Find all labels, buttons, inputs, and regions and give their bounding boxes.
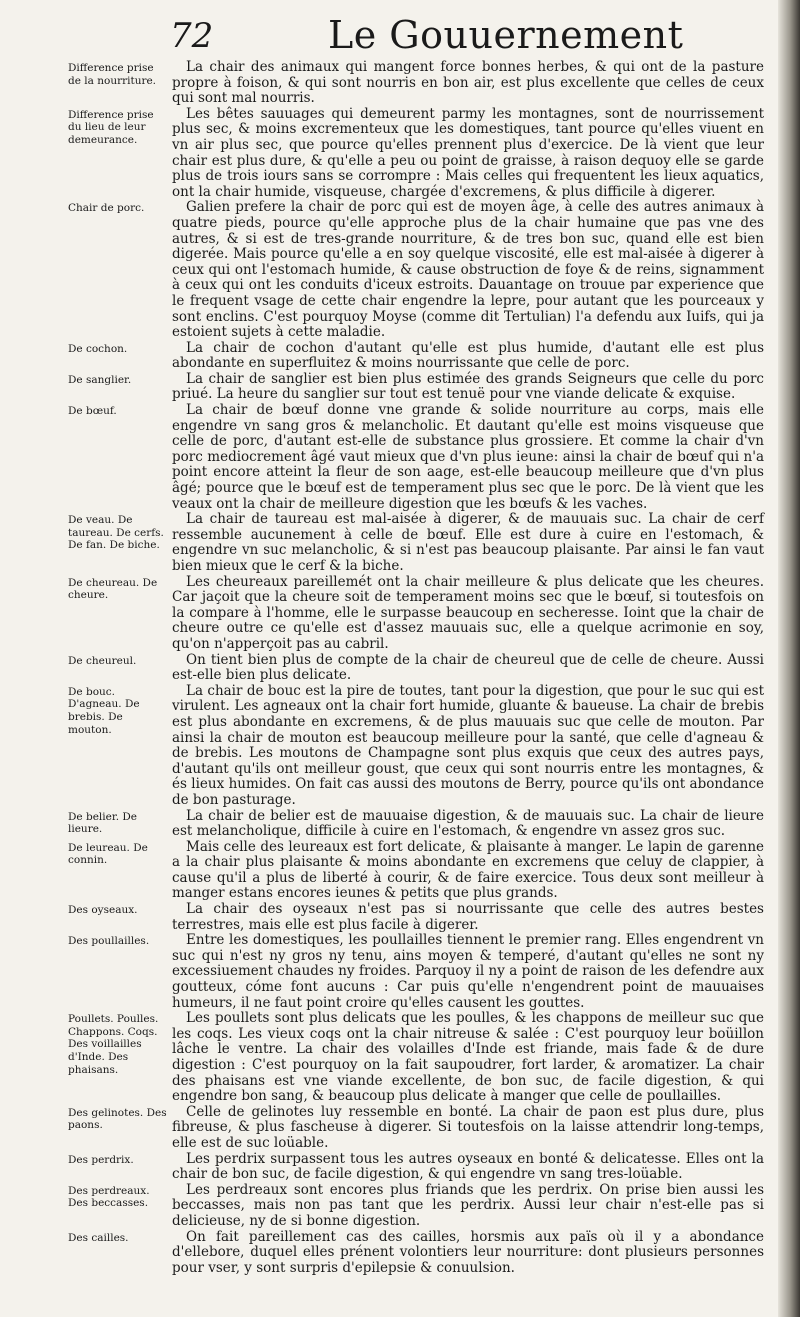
entry xyxy=(0,1105,778,1152)
paragraph: Mais celle des leureaux est fort delicate, & plaisante à manger. Le lapin de garenne a la chair plus plaisante & moins abondante en excremens que celuy de clappier, à cause qu'il a plus de liberté à courir, & de faire exercice. Tous deux sont meilleur à manger estans encores ieunes & petits que plus grands. xyxy=(172,838,764,902)
margin-note: De bouc. D'agneau. De brebis. De mouton. xyxy=(68,685,140,736)
margin-note: Des perdrix. xyxy=(68,1153,134,1166)
paragraph: Galien prefere la chair de porc qui est de moyen âge, à celle des autres animaux à quatre pieds, pource qu'elle approche plus de la chair humaine que pas vne des autres, & si est de tres-grande nourriture, & de tres bon suc, quand elle est bien digerée. Mais pource qu'elle a en soy quelque viscosité, elle est mal-aisée à digerer à ceux qui ont l'estomach humide, & cause obstruction de foye & de reins, signamment à ceux qui ont les conduits d'iceux estroits. Dauantage on trouue par experience que le frequent vsage de cette chair engendre la lepre, pour autant que les pourceaux y sont enclins. C'est pourquoy Moyse (comme dit Tertulian) l'a defendu aux Iuifs, qui ja estoient sujets à cette maladie. xyxy=(172,199,764,341)
paragraph: On fait pareillement cas des cailles, horsmis aux païs où il y a abondance d'ellebore, duquel elles prénent volontiers leur nourriture: dont plusieurs personnes pour vser, y sont surpris d'epilepsie & conuulsion. xyxy=(172,1228,764,1276)
paragraph: Les perdrix surpassent tous les autres oyseaux en bonté & delicatesse. Elles ont la chair de bon suc, de facile digestion, & qui engendre vn sang tres-loüable. xyxy=(172,1150,764,1183)
margin-note: Chair de porc. xyxy=(68,202,145,215)
entry xyxy=(0,902,778,933)
entry xyxy=(0,1011,778,1105)
entry xyxy=(0,403,778,512)
entry xyxy=(0,575,778,653)
entry xyxy=(0,341,778,372)
paragraph: On tient bien plus de compte de la chair de cheureul que de celle de cheure. Aussi est-elle bien plus delicate. xyxy=(172,651,764,684)
entry xyxy=(0,653,778,684)
paragraph: La chair de sanglier est bien plus estimée des grands Seigneurs que celle du porc priué. La heure du sanglier sur tout est tenuë pour vne viande delicate & exquise. xyxy=(172,370,764,403)
margin-note: Des cailles. xyxy=(68,1231,129,1244)
page-header xyxy=(0,14,780,58)
entry xyxy=(0,1152,778,1183)
margin-note: De veau. De taureau. De cerfs. De fan. De biche. xyxy=(68,514,164,552)
margin-note: De sanglier. xyxy=(68,373,132,386)
paragraph: Les poullets sont plus delicats que les poulles, & les chappons de meilleur suc que les coqs. Les vieux coqs ont la chair nitreuse & salée : C'est pourquoy leur boüillon lâche le ventre. La chair des volailles d'Inde est friande, mais fade & de dure digestion : C'est pourquoy on la fait saupoudrer, fort larder, & aromatizer. La chair des phaisans est vne viande excellente, de bon suc, de facile digestion, & qui engendre bon sang, & beaucoup plus delicate à manger que celle de poullailles. xyxy=(172,1010,764,1105)
margin-note: Des gelinotes. Des paons. xyxy=(68,1106,167,1132)
entry xyxy=(0,1183,778,1230)
entry xyxy=(0,933,778,1011)
paragraph: La chair de belier est de mauuaise digestion, & de mauuais suc. La chair de lieure est melancholique, difficile à cuire en l'estomach, & engendre vn assez gros suc. xyxy=(172,807,764,840)
page-gutter-shadow xyxy=(778,0,800,1317)
margin-note: Difference prise du lieu de leur demeurance. xyxy=(68,108,154,146)
entry xyxy=(0,60,778,107)
paragraph: La chair de taureau est mal-aisée à digerer, & de mauuais suc. La chair de cerf ressemble aucunement à celle de bœuf. Elle est dure à cuire en l'estomach, & engendre vn suc melancholic, & si n'est pas beaucoup plaisante. Par ainsi le fan vaut bien mieux que le cerf & la biche. xyxy=(172,511,764,574)
paragraph: Entre les domestiques, les poullailles tiennent le premier rang. Elles engendrent vn suc qui n'est ny gros ny tenu, ains moyen & temperé, d'autant qu'elles ne sont ny excessiuement chaudes ny froides. Parquoy il ny a point de raison de les defendre aux goutteux, cóme font aucuns : Car puis qu'elle n'engendrent point de mauuaises humeurs, il ne faut point croire qu'elles causent les gouttes. xyxy=(172,932,764,1011)
margin-note: Des oyseaux. xyxy=(68,904,138,917)
margin-note: De bœuf. xyxy=(68,405,117,418)
margin-note: Des perdreaux. Des beccasses. xyxy=(68,1184,150,1210)
entry xyxy=(0,684,778,809)
margin-note: Difference prise de la nourriture. xyxy=(68,62,157,87)
paragraph: Les bêtes sauuages qui demeurent parmy les montagnes, sont de nourrissement plus sec, & moins excrementeux que les domestiques, tant pource qu'elles viuent en vn air plus sec, que pource qu'elles prennent plus d'exercice. De là vient que leur chair est plus dure, & qu'elle a peu ou point de graisse, à raison dequoy elle se garde plus de trois iours sans se corrompre : Mais celles qui frequentent les lieux aquatics, ont la chair humide, visqueuse, chargée d'excremens, & plus difficile à digerer. xyxy=(172,105,764,200)
entry xyxy=(0,200,778,340)
entry xyxy=(0,1230,778,1277)
margin-note: De leureau. De connin. xyxy=(68,841,148,867)
page-body xyxy=(0,60,778,1276)
paragraph: La chair des oyseaux n'est pas si nourrissante que celle des autres bestes terrestres, mais elle est plus facile à digerer. xyxy=(172,901,764,933)
margin-note: Poullets. Poulles. Chappons. Coqs. Des voillailles d'Inde. Des phaisans. xyxy=(68,1013,159,1076)
margin-note: De cheureau. De cheure. xyxy=(68,576,158,602)
paragraph: Les perdreaux sont encores plus friands que les perdrix. On prise bien aussi les beccasses, mais non pas tant que les perdrix. Aussi leur chair n'est-elle pas si delicieuse, ny de si bonne digestion. xyxy=(172,1181,764,1229)
paragraph: La chair de bouc est la pire de toutes, tant pour la digestion, que pour le suc qui est virulent. Les agneaux ont la chair fort humide, gluante & baueuse. La chair de brebis est plus abondante en excremens, & de plus mauuais suc que celle de mouton. Par ainsi la chair de mouton est beaucoup meilleure pour la santé, que celle d'agneau & de brebis. Les moutons de Champagne sont plus exquis que ceux des autres pays, d'autant qu'ils ont meilleur goust, que ceux qui sont nourris entre les montagnes, & és lieux humides. On fait cas aussi des moutons de Berry, pource qu'ils ont abondance de bon pasturage. xyxy=(172,682,764,808)
entry xyxy=(0,372,778,403)
entry xyxy=(0,512,778,574)
paragraph: La chair de bœuf donne vne grande & solide nourriture au corps, mais elle engendre vn sang gros & melancholic. Et dautant qu'elle est moins visqueuse que celle de porc, d'autant est-elle de substance plus grossiere. Et comme la chair d'vn porc mediocrement âgé vaut mieux que d'vn plus ieune: ainsi la chair de bœuf qui n'a point encore atteint la fleur de son aage, est-elle beaucoup meilleure que d'vn plus âgé; pource que le bœuf est de temperament plus sec que le porc. De là vient que les veaux ont la chair de meilleure digestion que les bœufs & les vaches. xyxy=(172,402,764,512)
margin-note: Des poullailles. xyxy=(68,935,150,948)
entry xyxy=(0,809,778,840)
margin-note: De cochon. xyxy=(68,342,128,355)
running-title: Le Gouuernement xyxy=(328,13,684,57)
paragraph: Les cheureaux pareillemét ont la chair meilleure & plus delicate que les cheures. Car jaçoit que la cheure soit de temperament moins sec que le bœuf, si toutesfois on la compare à l'homme, elle le surpasse beaucoup en secheresse. Ioint que la chair de cheure outre ce qu'elle est d'assez mauuais suc, elle a quelque acrimonie en soy, qu'on n'apperçoit pas au cabril. xyxy=(172,573,764,652)
margin-note: De belier. De lieure. xyxy=(68,810,138,836)
paragraph: La chair des animaux qui mangent force bonnes herbes, & qui ont de la pasture propre à foison, & qui sont nourris en bon air, est plus excellente que celles de ceux qui sont mal nourris. xyxy=(172,59,764,107)
margin-note: De cheureul. xyxy=(68,654,137,667)
entry xyxy=(0,840,778,902)
paragraph: La chair de cochon d'autant qu'elle est plus humide, d'autant elle est plus abondante en superfluitez & moins nourrissante que celle de porc. xyxy=(172,339,764,372)
entry xyxy=(0,107,778,201)
paragraph: Celle de gelinotes luy ressemble en bonté. La chair de paon est plus dure, plus fibreuse, & plus fascheuse à digerer. Si toutesfois on la laisse attendrir long-temps, elle est de suc loüable. xyxy=(172,1103,764,1151)
page-number: 72 xyxy=(170,16,214,56)
